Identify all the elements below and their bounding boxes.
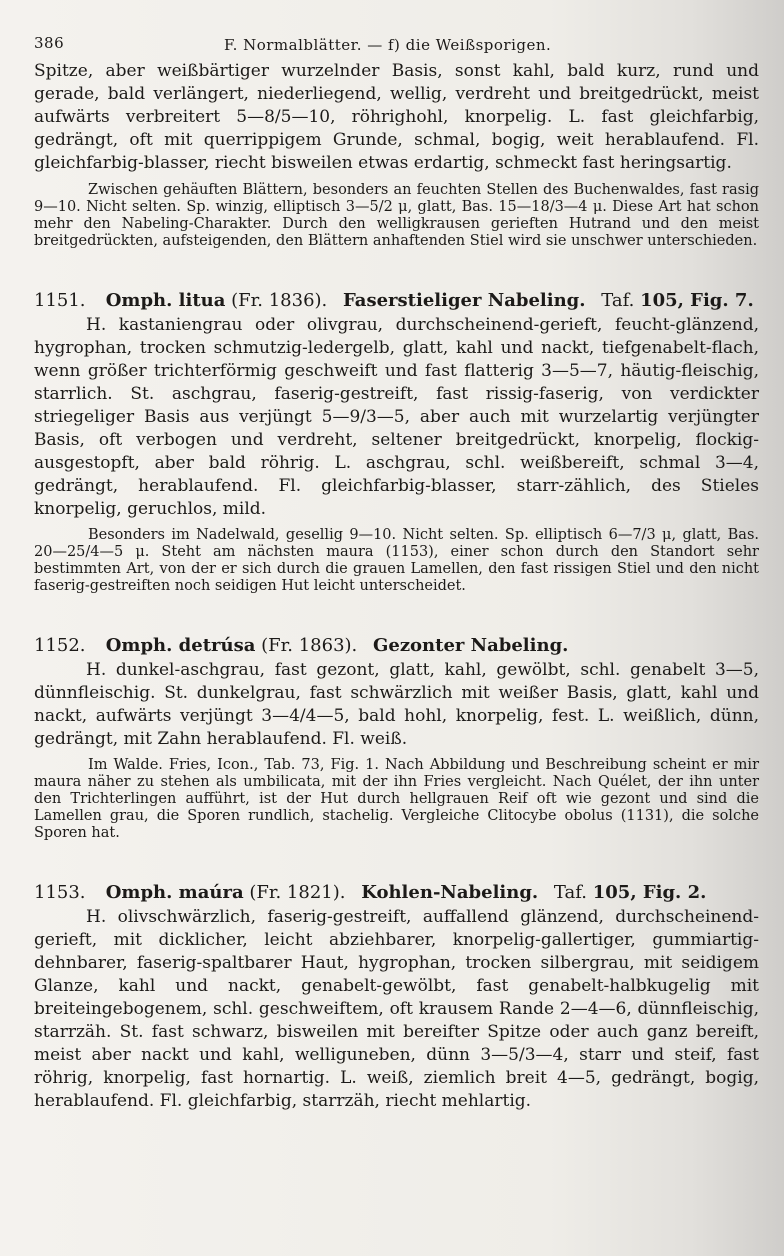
entry-latin-name: Omph. litua: [105, 290, 226, 311]
intro-note: Zwischen gehäuften Blättern, besonders an feuchten Stellen des Buchenwaldes, fast rasig 9—10. Nicht selten. Sp. winzig, elliptisch 3—5/2 μ, glatt, Bas. 15—18/3—4 μ. Diese Art hat schon mehr den Nabeling-Charakter. Durch den welligkrausen gerieften Hutrand und den meist breitgedrückten, aufsteigenden, den Blättern anhaftenden Stiel wird sie unschwer unterschieden.: [34, 182, 759, 249]
entry-description: H. kastaniengrau oder olivgrau, durchscheinend-gerieft, feucht-glänzend, hygrophan, trocken schmutzig-ledergelb, glatt, kahl und nackt, tiefgenabelt-flach, wenn größer trichterförmig geschweift und fast flatterig 3—5—7, häutig-fleischig, starrlich. St. aschgrau, faserig-gestreift, fast rissig-faserig, von verdickter striegeliger Basis aus verjüngt 5—9/3—5, aber auch mit wurzelartig verjüngter Basis, oft verbogen und verdreht, seltener breitgedrückt, knorpelig, flockig-ausgestopft, aber bald röhrig. L. aschgrau, schl. weißbereift, schmal 3—4, gedrängt, herablaufend. Fl. gleichfarbig-blasser, starr-zählich, des Stieles knorpelig, geruchlos, mild.: [34, 315, 759, 519]
entry-latin-name: Omph. detrúsa: [105, 635, 256, 656]
entry-author: (Fr. 1821).: [249, 882, 346, 903]
entry-number: 1153.: [34, 882, 86, 903]
page-number: 386: [34, 34, 65, 52]
entry-number: 1151.: [34, 290, 86, 311]
entry-plate-number: 105, Fig. 2.: [592, 882, 707, 903]
entry-heading: [34, 288, 759, 314]
entry-author: (Fr. 1836).: [231, 290, 328, 311]
entry-german-name: Kohlen-Nabeling.: [361, 882, 539, 903]
running-title: F. Normalblätter. — f) die Weißsporigen.: [224, 36, 552, 54]
entry-heading: [34, 633, 759, 659]
entry-number: 1152.: [34, 635, 86, 656]
entry-plate-label: Taf.: [553, 882, 588, 903]
entry-german-name: Faserstieliger Nabeling.: [343, 290, 586, 311]
entry-note: Im Walde. Fries, Icon., Tab. 73, Fig. 1. Nach Abbildung und Beschreibung scheint er mir maura näher zu stehen als umbilicata, mit der ihn Fries vergleicht. Nach Quélet, der ihn unter den Trichterlingen aufführt, ist der Hut durch hellgrauen Reif oft wie gezont und sind die Lamellen grau, die Sporen rundlich, stachelig. Vergleiche Clitocybe obolus (1131), die solche Sporen hat.: [34, 757, 759, 841]
entry-plate-label: Taf.: [601, 290, 635, 311]
page-header: [34, 30, 759, 60]
entry-latin-name: Omph. maúra: [105, 882, 244, 903]
entry-german-name: Gezonter Nabeling.: [373, 635, 569, 656]
book-page: [34, 30, 759, 1113]
entry-description: H. olivschwärzlich, faserig-gestreift, auffallend glänzend, durchscheinend-gerieft, mit dicklicher, leicht abziehbarer, knorpelig-gallertiger, gummiartig-dehnbarer, faserig-spaltbarer Haut, hygrophan, trocken silbergrau, mit seidigem Glanze, kahl und nackt, genabelt-gewölbt, fast genabelt-halbkugelig mit breiteingebogenem, schl. geschweiftem, oft krausem Rande 2—4—6, dünnfleischig, starrzäh. St. fast schwarz, bisweilen mit bereifter Spitze oder auch ganz bereift, meist aber nackt und kahl, welliguneben, dünn 3—5/3—4, starr und steif, fast röhrig, knorpelig, fast hornartig. L. weiß, ziemlich breit 4—5, gedrängt, bogig, herablaufend. Fl. gleichfarbig, starrzäh, riecht mehlartig.: [34, 907, 759, 1111]
entry-note: Besonders im Nadelwald, gesellig 9—10. Nicht selten. Sp. elliptisch 6—7/3 μ, glatt, Bas. 20—25/4—5 μ. Steht am nächsten maura (1153), einer schon durch den Standort sehr bestimmten Art, von der er sich durch die grauen Lamellen, den fast rissigen Stiel und den nicht faserig-gestreiften noch seidigen Hut leicht unterscheidet.: [34, 527, 759, 594]
entry-author: (Fr. 1863).: [261, 635, 358, 656]
entry-plate-number: 105, Fig. 7.: [640, 290, 754, 311]
intro-paragraph: Spitze, aber weißbärtiger wurzelnder Basis, sonst kahl, bald kurz, rund und gerade, bald verlängert, niederliegend, wellig, verdreht und breitgedrückt, meist aufwärts verbreitert 5—8/5—10, röhrighohl, knorpelig. L. fast gleichfarbig, gedrängt, oft mit querrippigem Grunde, schmal, bogig, weit herablaufend. Fl. gleichfarbig-blasser, riecht bisweilen etwas erdartig, schmeckt fast heringsartig.: [34, 61, 759, 173]
entry-description: H. dunkel-aschgrau, fast gezont, glatt, kahl, gewölbt, schl. genabelt 3—5, dünnfleischig. St. dunkelgrau, fast schwärzlich mit weißer Basis, glatt, kahl und nackt, aufwärts verjüngt 3—4/4—5, bald hohl, knorpelig, fest. L. weißlich, dünn, gedrängt, mit Zahn herablaufend. Fl. weiß.: [34, 660, 759, 749]
entry-heading: [34, 880, 759, 906]
